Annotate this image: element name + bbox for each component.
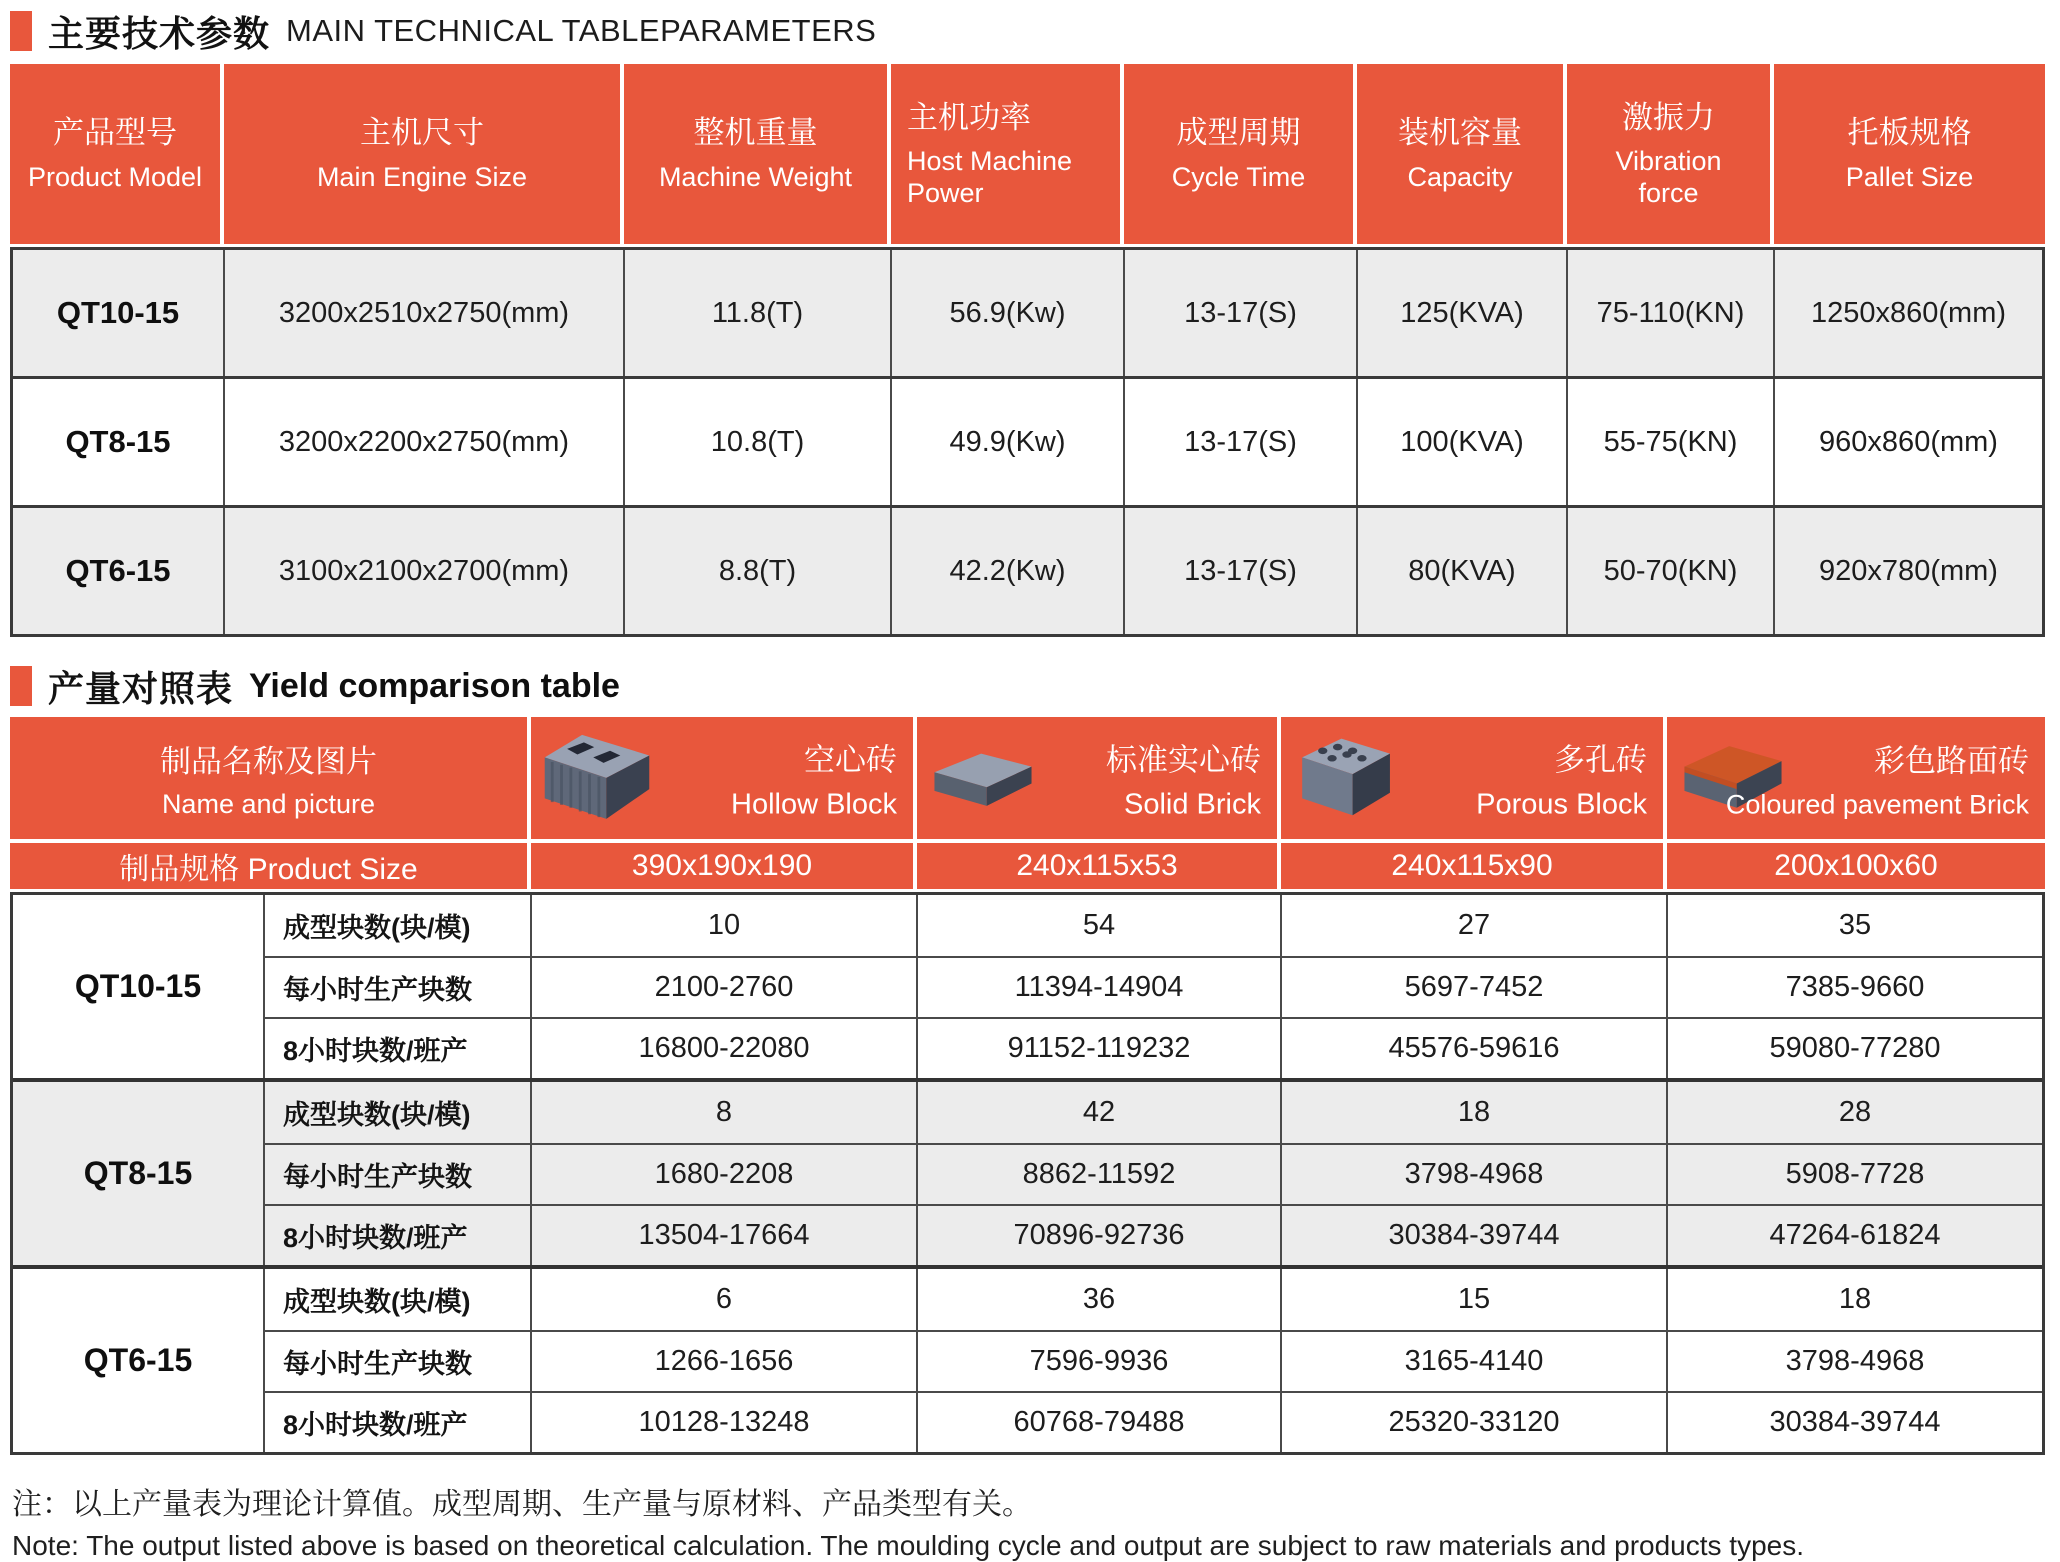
value-cell: 27 xyxy=(1280,895,1666,956)
t2-product-porous-block xyxy=(1277,717,1663,839)
title-marker-icon xyxy=(10,666,32,706)
t1-header-cell xyxy=(1353,64,1563,244)
t1-cell: 10.8(T) xyxy=(623,379,890,505)
t1-h1-en: Main Engine Size xyxy=(316,161,528,192)
value-cell: 28 xyxy=(1666,1082,2042,1143)
value-cell: 3798-4968 xyxy=(1280,1143,1666,1204)
section1-title-zh: 主要技术参数 xyxy=(48,12,271,54)
value-cell: 54 xyxy=(916,895,1280,956)
t1-cell: 75-110(KN) xyxy=(1566,250,1773,376)
footnote-zh: 注：以上产量表为理论计算值。成型周期、生产量与原材料、产品类型有关。 xyxy=(12,1488,1032,1521)
t1-cell: QT10-15 xyxy=(56,295,180,330)
value-cell: 3165-4140 xyxy=(1280,1330,1666,1391)
metric-cell: 成型块数(块/模) xyxy=(263,895,530,956)
t1-h2-en: Machine Weight xyxy=(658,161,853,192)
value-cell: 42 xyxy=(916,1082,1280,1143)
t1-h7-zh: 托板规格 xyxy=(1847,115,1972,151)
value-cell: 60768-79488 xyxy=(916,1391,1280,1452)
t2-product-label xyxy=(1681,736,2029,821)
value-cell: 18 xyxy=(1666,1269,2042,1330)
value-cell: 18 xyxy=(1280,1082,1666,1143)
t2-product-label xyxy=(931,735,1261,822)
t2-header-row xyxy=(10,717,2045,839)
t1-header-cell xyxy=(10,64,220,244)
t2-size-cell: 200x100x60 xyxy=(1663,843,2045,889)
product-en: Hollow Block xyxy=(731,788,897,821)
t1-header-row xyxy=(10,64,2045,244)
t1-cell: 50-70(KN) xyxy=(1566,508,1773,634)
t2-group-qt10 xyxy=(13,895,2042,1078)
t1-cell: 56.9(Kw) xyxy=(890,250,1123,376)
t2-size-header: 制品规格 Product Size xyxy=(10,843,527,889)
t2-product-solid-brick xyxy=(913,717,1277,839)
t1-cell: 55-75(KN) xyxy=(1566,379,1773,505)
t1-cell: 920x780(mm) xyxy=(1773,508,2042,634)
value-cell: 30384-39744 xyxy=(1280,1204,1666,1265)
t2-product-label xyxy=(1295,735,1647,822)
value-cell: 8862-11592 xyxy=(916,1143,1280,1204)
t1-header-cell xyxy=(1770,64,2045,244)
value-cell: 5908-7728 xyxy=(1666,1143,2042,1204)
value-cell: 1266-1656 xyxy=(530,1330,916,1391)
t1-cell: 100(KVA) xyxy=(1356,379,1566,505)
t1-cell: 13-17(S) xyxy=(1123,379,1356,505)
t1-cell: 1250x860(mm) xyxy=(1773,250,2042,376)
t1-cell: QT6-15 xyxy=(65,553,171,588)
footnote-en: Note: The output listed above is based on theoretical calculation. The moulding cycle and output are subject to raw materials and products types. xyxy=(12,1530,1805,1561)
model-cell: QT10-15 xyxy=(74,968,202,1004)
t1-cell: 13-17(S) xyxy=(1123,250,1356,376)
t1-cell: 49.9(Kw) xyxy=(890,379,1123,505)
metric-cell: 每小时生产块数 xyxy=(263,1330,530,1391)
t1-h6-en: Vibration force xyxy=(1615,145,1722,208)
value-cell: 3798-4968 xyxy=(1666,1330,2042,1391)
value-cell: 35 xyxy=(1666,895,2042,956)
t1-cell: 80(KVA) xyxy=(1356,508,1566,634)
value-cell: 8 xyxy=(530,1082,916,1143)
t1-h3-en: Host Machine Power xyxy=(907,145,1073,208)
value-cell: 13504-17664 xyxy=(530,1204,916,1265)
t1-h4-en: Cycle Time xyxy=(1171,161,1306,192)
t1-cell: 13-17(S) xyxy=(1123,508,1356,634)
value-cell: 30384-39744 xyxy=(1666,1391,2042,1452)
value-cell: 1680-2208 xyxy=(530,1143,916,1204)
product-en: Porous Block xyxy=(1476,788,1647,821)
t1-header-cell xyxy=(620,64,887,244)
t2-product-hollow-block xyxy=(527,717,913,839)
t1-cell: 3200x2510x2750(mm) xyxy=(223,250,623,376)
product-zh: 多孔砖 xyxy=(1554,742,1647,778)
t1-cell: 960x860(mm) xyxy=(1773,379,2042,505)
t1-cell: 8.8(T) xyxy=(623,508,890,634)
product-zh: 空心砖 xyxy=(804,742,897,778)
value-cell: 15 xyxy=(1280,1269,1666,1330)
section2-title xyxy=(10,663,2045,709)
t1-cell: QT8-15 xyxy=(65,424,171,459)
value-cell: 70896-92736 xyxy=(916,1204,1280,1265)
title-marker-icon xyxy=(10,11,32,51)
t1-h1-zh: 主机尺寸 xyxy=(360,115,484,151)
t2-size-row xyxy=(10,843,2045,889)
product-zh: 标准实心砖 xyxy=(1106,742,1261,778)
value-cell: 7596-9936 xyxy=(916,1330,1280,1391)
t2-body xyxy=(10,892,2045,1455)
metric-cell: 每小时生产块数 xyxy=(263,1143,530,1204)
section2-title-en: Yield comparison table xyxy=(249,666,620,705)
t1-row-qt10 xyxy=(13,250,2042,376)
t2-group-qt8 xyxy=(13,1078,2042,1265)
t1-h3-zh: 主机功率 xyxy=(907,99,1031,135)
value-cell: 91152-119232 xyxy=(916,1017,1280,1078)
t1-h0-zh: 产品型号 xyxy=(53,115,177,151)
section1-title xyxy=(10,8,2060,54)
t2-size-cell: 390x190x190 xyxy=(527,843,913,889)
t1-h4-zh: 成型周期 xyxy=(1176,115,1301,151)
t1-cell: 42.2(Kw) xyxy=(890,508,1123,634)
t1-h5-zh: 装机容量 xyxy=(1398,115,1522,151)
value-cell: 10 xyxy=(530,895,916,956)
yield-comparison-section xyxy=(10,663,2045,1455)
t1-h6-zh: 激振力 xyxy=(1622,99,1715,135)
t1-cell: 3100x2100x2700(mm) xyxy=(223,508,623,634)
t1-body xyxy=(10,247,2045,637)
product-zh: 彩色路面砖 xyxy=(1874,743,2029,779)
metric-cell: 8小时块数/班产 xyxy=(263,1391,530,1452)
t1-cell: 3200x2200x2750(mm) xyxy=(223,379,623,505)
value-cell: 36 xyxy=(916,1269,1280,1330)
value-cell: 16800-22080 xyxy=(530,1017,916,1078)
t1-h5-en: Capacity xyxy=(1407,161,1513,192)
t2-name-header-zh: 制品名称及图片 xyxy=(160,744,377,779)
value-cell: 5697-7452 xyxy=(1280,956,1666,1017)
t1-h7-en: Pallet Size xyxy=(1845,161,1974,192)
t1-row-qt6 xyxy=(13,505,2042,634)
model-cell: QT6-15 xyxy=(83,1342,193,1378)
t2-size-cell: 240x115x90 xyxy=(1277,843,1663,889)
metric-cell: 成型块数(块/模) xyxy=(263,1082,530,1143)
main-technical-table xyxy=(10,64,2045,637)
t1-row-qt8 xyxy=(13,376,2042,505)
value-cell: 11394-14904 xyxy=(916,956,1280,1017)
metric-cell: 8小时块数/班产 xyxy=(263,1017,530,1078)
model-cell: QT8-15 xyxy=(83,1155,193,1191)
t2-name-header-en: Name and picture xyxy=(161,789,376,819)
t2-group-qt6 xyxy=(13,1265,2042,1452)
t1-cell: 11.8(T) xyxy=(623,250,890,376)
section2-title-zh: 产量对照表 xyxy=(48,667,234,709)
t2-size-cell: 240x115x53 xyxy=(913,843,1277,889)
metric-cell: 8小时块数/班产 xyxy=(263,1204,530,1265)
section1-title-en: MAIN TECHNICAL TABLEPARAMETERS xyxy=(286,13,877,48)
value-cell: 7385-9660 xyxy=(1666,956,2042,1017)
t1-header-cell xyxy=(887,64,1120,244)
t1-cell: 125(KVA) xyxy=(1356,250,1566,376)
t1-header-cell xyxy=(220,64,620,244)
product-en: Coloured pavement Brick xyxy=(1725,789,2029,820)
value-cell: 10128-13248 xyxy=(530,1391,916,1452)
t1-h2-zh: 整机重量 xyxy=(693,115,818,151)
t2-product-label xyxy=(545,735,897,822)
value-cell: 47264-61824 xyxy=(1666,1204,2042,1265)
metric-cell: 每小时生产块数 xyxy=(263,956,530,1017)
product-en: Solid Brick xyxy=(1124,788,1261,821)
t1-header-cell xyxy=(1120,64,1353,244)
value-cell: 25320-33120 xyxy=(1280,1391,1666,1452)
t2-name-header-cell xyxy=(10,717,527,839)
footnote xyxy=(12,1479,2060,1562)
value-cell: 45576-59616 xyxy=(1280,1017,1666,1078)
value-cell: 59080-77280 xyxy=(1666,1017,2042,1078)
value-cell: 6 xyxy=(530,1269,916,1330)
t1-header-cell xyxy=(1563,64,1770,244)
value-cell: 2100-2760 xyxy=(530,956,916,1017)
t1-h0-en: Product Model xyxy=(27,161,203,192)
metric-cell: 成型块数(块/模) xyxy=(263,1269,530,1330)
t2-product-coloured-pavement-brick xyxy=(1663,717,2045,839)
